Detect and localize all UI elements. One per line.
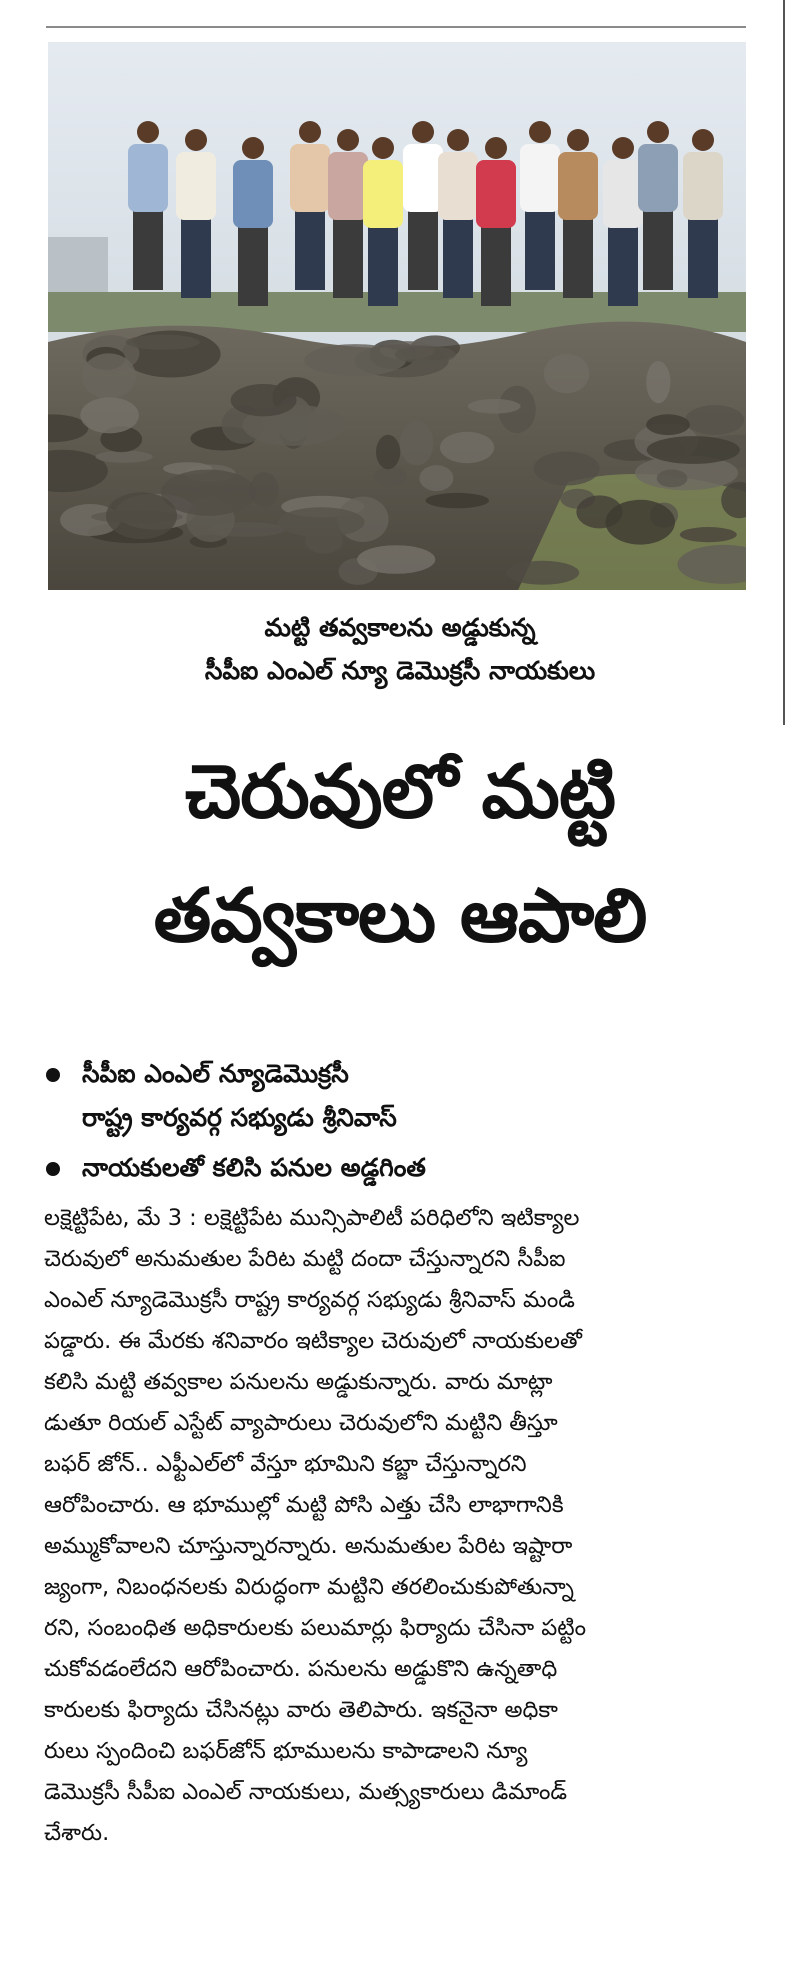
person-head [529,121,551,143]
person-head [185,129,207,151]
person-trousers [333,218,363,298]
soil-clod [400,421,434,465]
person-trousers [181,218,211,298]
body-line: జ్యంగా, నిబంధనలకు విరుద్ధంగా మట్టిని తరలించుకుపోతున్నా [44,1574,574,1600]
person [328,129,368,298]
soil-clod [468,399,521,414]
body-line: ఆరోపించారు. ఆ భూముల్లో మట్టి పోసి ఎత్తు చేసి లాభాగానికి [44,1492,564,1518]
body-line: బఫర్ జోన్.. ఎఫ్టీఎల్‌లో వేస్తూ భూమిని కబ్జా చేస్తున్నారని [44,1451,527,1477]
bullet-1-line-1: సీపీఐ ఎంఎల్ న్యూడెమొక్రసీ [82,1059,349,1088]
person-shirt [520,144,560,212]
person-trousers [525,210,555,290]
person-trousers [608,226,638,306]
person-trousers [688,218,718,298]
soil-clod [82,353,136,398]
person-shirt [176,152,216,220]
person-shirt [683,152,723,220]
soil-clod [605,500,675,545]
person-head [372,137,394,159]
person-shirt [290,144,330,212]
person [290,121,330,290]
person-shirt [403,144,443,212]
person-head [412,121,434,143]
soil-clod [106,492,177,539]
person-shirt [558,152,598,220]
person-head [299,121,321,143]
person-shirt [363,160,403,228]
soil-clod [506,561,579,585]
person-trousers [443,218,473,298]
headline-line-1: చెరువులో మట్టి [185,749,615,835]
person-head [447,129,469,151]
bullet-1-line-2: రాష్ట్ర కార్యవర్గ సభ్యుడు శ్రీనివాస్ [82,1103,397,1132]
person [603,137,643,306]
soil-clod [376,435,400,469]
soil-clod [426,493,489,508]
person-trousers [238,226,268,306]
person-head [647,121,669,143]
person-shirt [438,152,478,220]
person-shirt [328,152,368,220]
person-trousers [643,210,673,290]
soil-clod [305,529,343,553]
person-trousers [481,226,511,306]
soil-clod [657,470,688,488]
highlight-bullet-2 [46,1146,766,1192]
soil-clod [231,384,297,416]
person [233,137,273,306]
soil-clod [419,465,453,491]
body-line: డెమొక్రసీ సీపీఐ ఎంఎల్ నాయకులు, మత్స్యకారులు డిమాండ్ [44,1779,568,1805]
person-head [692,129,714,151]
soil-clod [646,361,670,403]
person-shirt [128,144,168,212]
body-line: అమ్ముకోవాలని చూస్తున్నారన్నారు. అనుమతుల పేరిట ఇష్టారా [44,1533,573,1559]
person-head [567,129,589,151]
article-body [44,1198,760,1854]
person-head [137,121,159,143]
soil-clod [357,545,435,574]
top-divider [46,26,746,28]
body-line: ఎంఎల్ న్యూడెమొక్రసీ రాష్ట్ర కార్యవర్గ సభ్యుడు శ్రీనివాస్ మండి [44,1287,575,1313]
soil-clod [647,436,740,464]
body-line: చెరువులో అనుమతుల పేరిట మట్టి దందా చేస్తున్నారని సీపీఐ [44,1246,566,1272]
person-shirt [476,160,516,228]
person [176,129,216,298]
person [476,137,516,306]
highlight-bullet-1 [46,1052,766,1142]
person-shirt [233,160,273,228]
person [558,129,598,298]
person-trousers [563,218,593,298]
person-trousers [295,210,325,290]
person-head [337,129,359,151]
person [683,129,723,298]
headline [40,730,760,978]
soil-clod [395,346,456,364]
person [438,129,478,298]
photo-illustration [48,42,746,590]
bullet-dot [46,1162,60,1176]
body-line: కలిసి మట్టి తవ్వకాల పనులను అడ్డుకున్నారు. వారు మాట్లా [44,1369,553,1395]
person-head [612,137,634,159]
person-trousers [133,210,163,290]
soil-clod [374,466,407,487]
person-head [485,137,507,159]
person [128,121,168,290]
soil-clod [126,335,200,350]
person-shirt [603,160,643,228]
soil-clod [250,472,279,507]
body-line: రులు స్పందించి బఫర్‌జోన్ భూములను కాపాడాలని న్యూ [44,1738,528,1764]
body-line: కారులకు ఫిర్యాదు చేసినట్లు వారు తెలిపారు. ఇకనైనా అధికా [44,1697,558,1723]
photo-caption [0,606,800,692]
caption-line-2: సీపీఐ ఎంఎల్ న్యూ డెమొక్రసీ నాయకులు [204,656,596,685]
bullet-dot [46,1068,60,1082]
soil-clod [534,452,600,486]
bullet-2-line-1: నాయకులతో కలిసి పనుల అడ్డగింత [82,1153,426,1182]
body-line: చేశారు. [44,1820,110,1846]
person-shirt [638,144,678,212]
caption-line-1: మట్టి తవ్వకాలను అడ్డుకున్న [264,613,536,642]
soil-clod [646,414,690,435]
soil-clod [544,354,590,394]
soil-clod [96,451,153,463]
soil-clod [80,397,139,433]
news-photo [48,42,746,590]
body-line: పడ్డారు. ఈ మేరకు శనివారం ఇటిక్యాల చెరువులో నాయకులతో [44,1328,582,1354]
person-trousers [408,210,438,290]
person [638,121,678,290]
person [363,137,403,306]
headline-line-2: తవ్వకాలు ఆపాలి [153,873,647,959]
person-trousers [368,226,398,306]
person [520,121,560,290]
body-line: చుకోవడంలేదని ఆరోపించారు. పనులను అడ్డుకొని ఉన్నతాధి [44,1656,558,1682]
body-line: లక్షెట్టిపేట, మే 3 : లక్షెట్టిపేట మున్సిపాలిటీ పరిధిలోని ఇటిక్యాల [44,1205,580,1231]
soil-clod [440,432,494,463]
soil-clod [680,527,737,542]
person-head [242,137,264,159]
soil-clod [685,405,744,435]
body-line: డుతూ రియల్ ఎస్టేట్ వ్యాపారులు చెరువులోని మట్టిని తీస్తూ [44,1410,558,1436]
body-line: రని, సంబంధిత అధికారులకు పలుమార్లు ఫిర్యాదు చేసినా పట్టిం [44,1615,587,1641]
person [403,121,443,290]
